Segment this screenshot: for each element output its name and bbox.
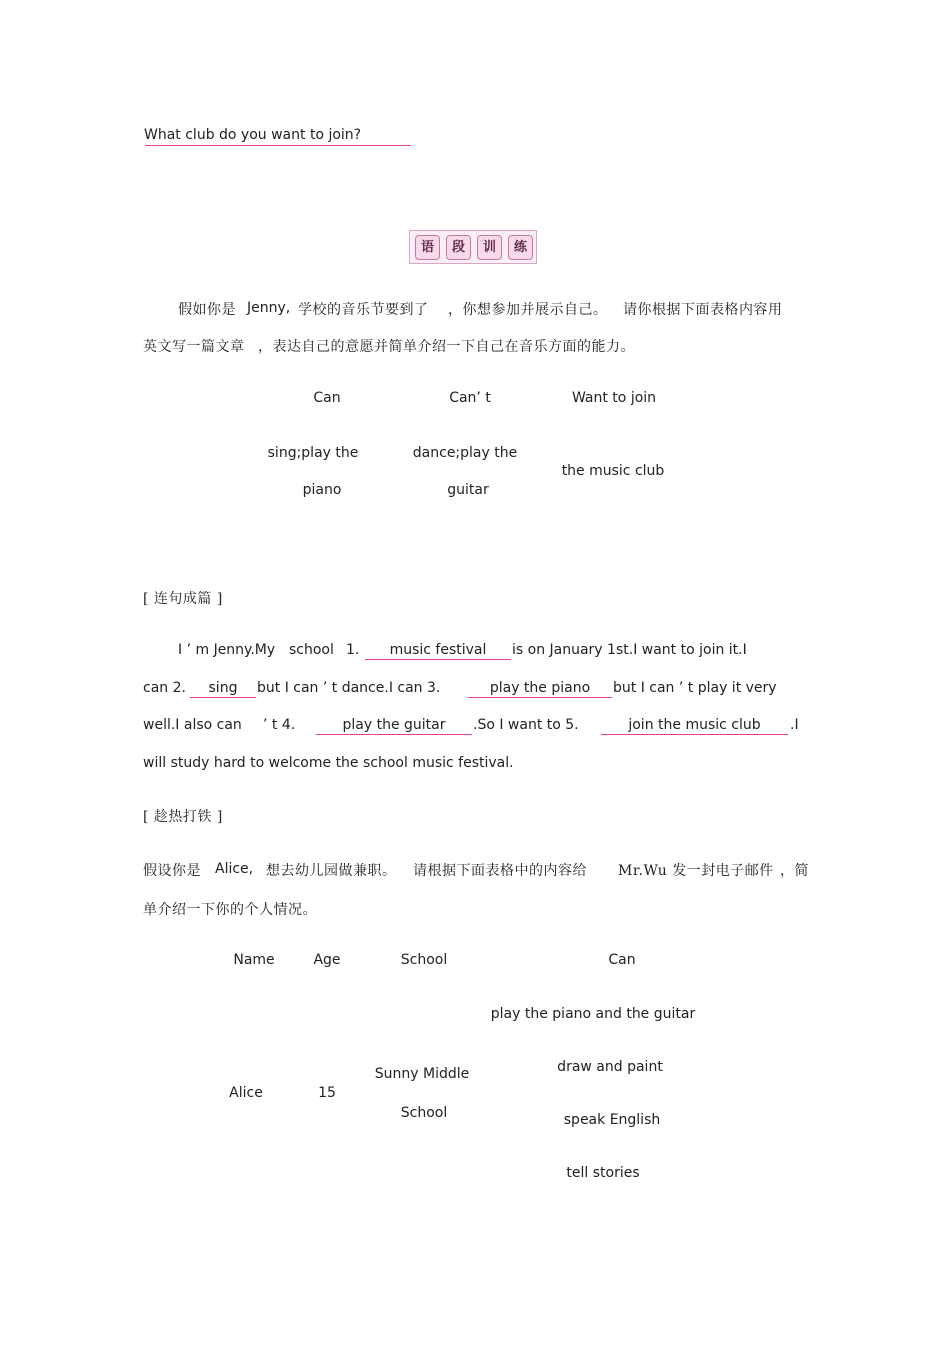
task1-text: ，你想参加并展示自己。 [448, 302, 608, 318]
task1-name: Jenny, [247, 300, 291, 316]
task2-text: 想去幼儿园做兼职。 [266, 863, 397, 879]
task2-text: 单介绍一下你的个人情况。 [143, 902, 317, 918]
task1-text: 假如你是 [178, 302, 236, 318]
table1-cell-can: sing;play the [267, 445, 359, 461]
passage-text: I ’ m Jenny.My [178, 642, 276, 658]
section-title-char: 练 [508, 235, 533, 260]
section-title-char: 段 [446, 235, 471, 260]
task2-text: 假设你是 [143, 863, 201, 879]
passage-text: but I can ’ t dance.I can 3. [257, 680, 441, 696]
section3-label: [ 趁热打铁 ] [143, 809, 223, 825]
passage-text: will study hard to welcome the school music festival. [143, 755, 514, 771]
passage-text: school [289, 642, 334, 658]
task2-text: 请根据下面表格中的内容给 [413, 863, 587, 879]
passage-text: but I can ’ t play it very [613, 680, 777, 696]
table2-header-can: Can [608, 952, 636, 968]
table2-cell-school: School [400, 1105, 448, 1121]
table2-can-item: play the piano and the guitar [490, 1006, 696, 1022]
answer-blank-5: join the music club [601, 717, 788, 735]
top-question-underline [145, 145, 411, 146]
passage-text: well.I also can [143, 717, 242, 733]
passage-text: 1. [346, 642, 360, 658]
table2-cell-name: Alice [229, 1085, 263, 1101]
task2-name: Alice, [215, 861, 254, 877]
table2-header-school: School [400, 952, 448, 968]
table2-can-item: draw and paint [557, 1059, 663, 1075]
section-title-badge [409, 230, 537, 264]
section2-label: [ 连句成篇 ] [143, 591, 223, 607]
table1-cell-can: piano [302, 482, 342, 498]
table1-cell-cant: guitar [447, 482, 489, 498]
table1-header-cant: Can’ t [449, 390, 491, 406]
task1-text: ，表达自己的意愿并简单介绍一下自己在音乐方面的能力。 [258, 339, 635, 355]
passage-text: is on January 1st.I want to join it.I [512, 642, 747, 658]
task1-text: 请你根据下面表格内容用 [623, 302, 783, 318]
table1-cell-cant: dance;play the [412, 445, 518, 461]
passage-text: ’ t 4. [263, 717, 296, 733]
passage-text: .I [790, 717, 799, 733]
answer-blank-1: music festival [365, 642, 511, 660]
table2-cell-school: Sunny Middle [374, 1066, 470, 1082]
table2-can-item: tell stories [566, 1165, 640, 1181]
section-title-char: 训 [477, 235, 502, 260]
table2-header-age: Age [313, 952, 341, 968]
answer-blank-2: sing [190, 680, 256, 698]
task2-text: Mr.Wu 发一封电子邮件 [618, 863, 774, 879]
task1-text: 英文写一篇文章 [143, 339, 245, 355]
table1-cell-want: the music club [561, 463, 665, 479]
table1-header-can: Can [313, 390, 341, 406]
table2-header-name: Name [233, 952, 275, 968]
table1-header-want: Want to join [571, 390, 657, 406]
task1-text: 学校的音乐节要到了 [298, 302, 429, 318]
answer-blank-3: play the piano [468, 680, 612, 698]
task2-text: ，简 [780, 863, 809, 879]
table2-cell-age: 15 [318, 1085, 336, 1101]
section-title-char: 语 [415, 235, 440, 260]
passage-text: .So I want to 5. [473, 717, 579, 733]
answer-blank-4: play the guitar [316, 717, 472, 735]
top-question: What club do you want to join? [144, 127, 362, 143]
passage-text: can 2. [143, 680, 186, 696]
table2-can-item: speak English [563, 1112, 661, 1128]
